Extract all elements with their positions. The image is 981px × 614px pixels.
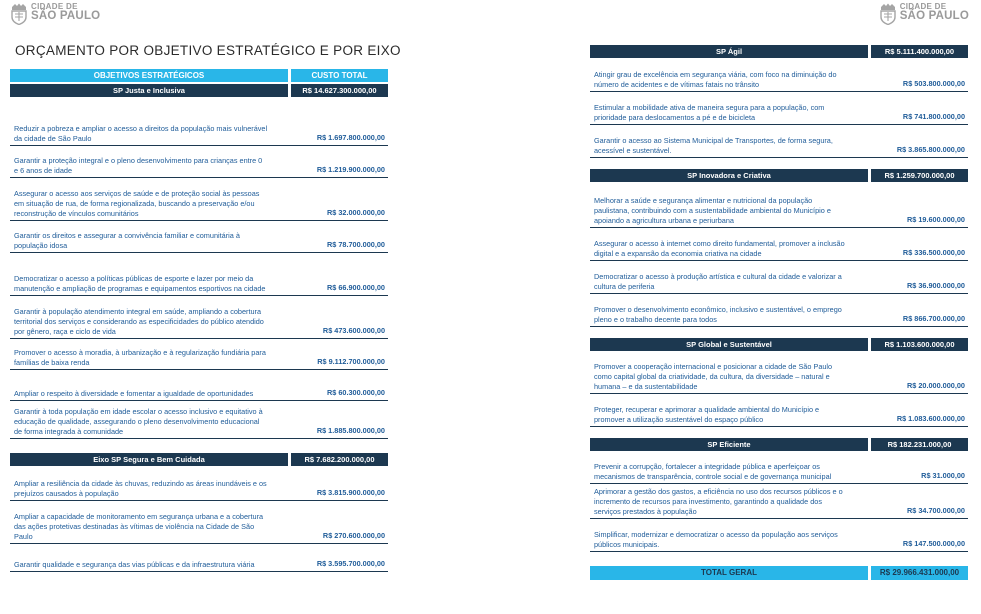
objective-text: Garantir à população atendimento integral em saúde, ampliando a cobertura territorial dos serviços e considerando as especificidades do público atendido por gênero, raça e ciclo de vida <box>14 307 264 336</box>
objective-text: Assegurar o acesso à internet como direito fundamental, promover a inclusão digital e a expansão da economia criativa na cidade <box>594 239 845 258</box>
objective-text: Assegurar o acesso aos serviços de saúde e de proteção social às pessoas em situação de rua, de forma regionalizada, buscando a preservação e/ou reconstrução de vínculos comunitários <box>14 189 260 218</box>
objective-row <box>590 394 968 427</box>
logo-line-2: SÃO PAULO <box>899 10 969 22</box>
objective-text: Proteger, recuperar e aprimorar a qualidade ambiental do Município e promover a utilização sustentável do espaço público <box>594 405 820 424</box>
objective-value: R$ 19.600.000,00 <box>906 215 965 224</box>
objective-text: Garantir a proteção integral e o pleno desenvolvimento para crianças entre 0 e 6 anos de idade <box>14 156 263 175</box>
objective-row <box>10 221 388 253</box>
objective-row <box>590 58 968 92</box>
section-header <box>10 453 388 466</box>
section-name: SP Eficiente <box>590 438 868 451</box>
objective-text: Ampliar a resiliência da cidade às chuvas, reduzindo as áreas inundáveis e os prejuízos causados à população <box>14 479 267 498</box>
objective-value: R$ 503.800.000,00 <box>902 79 965 88</box>
objective-text: Prevenir a corrupção, fortalecer a integridade pública e aperfeiçoar os mecanismos de transparência, controle social e de governança municipal <box>594 462 832 481</box>
objective-value: R$ 741.800.000,00 <box>902 112 965 121</box>
objective-text: Ampliar a capacidade de monitoramento em segurança urbana e a cobertura das ações protetivas destinadas às vítimas de violência na Cidade de São Paulo <box>14 512 264 541</box>
section-header <box>590 169 968 182</box>
objective-text: Aprimorar a gestão dos gastos, a eficiência no uso dos recursos públicos e o incremento de recursos para investimento, garantindo a qualidade dos serviços prestados à população <box>594 487 843 516</box>
objective-text: Ampliar o respeito à diversidade e fomentar a igualdade de oportunidades <box>14 389 254 398</box>
city-logo-right <box>879 3 969 25</box>
objective-value: R$ 34.700.000,00 <box>906 506 965 515</box>
objective-row <box>10 146 388 178</box>
objective-value: R$ 31.000,00 <box>921 471 965 480</box>
objective-text: Promover o desenvolvimento econômico, inclusivo e sustentável, o emprego pleno e o trabalho decente para todos <box>594 305 842 324</box>
objective-text: Estimular a mobilidade ativa de maneira segura para a população, com prioridade para deslocamentos a pé e de bicicleta <box>594 103 825 122</box>
objective-text: Atingir grau de excelência em segurança viária, com foco na diminuição do número de acidentes e de vítimas fatais no trânsito <box>594 70 837 89</box>
objective-value: R$ 1.697.800.000,00 <box>316 133 385 142</box>
objective-text: Garantir o acesso ao Sistema Municipal de Transportes, de forma segura, acessível e sustentável. <box>594 136 833 155</box>
left-column <box>10 69 388 572</box>
objective-value: R$ 336.500.000,00 <box>902 248 965 257</box>
objective-row <box>10 466 388 501</box>
objective-row <box>10 401 388 439</box>
objective-row <box>590 519 968 552</box>
header-objectives: OBJETIVOS ESTRATÉGICOS <box>10 69 288 82</box>
logo-line-2: SÃO PAULO <box>31 10 101 22</box>
objective-value: R$ 866.700.000,00 <box>902 314 965 323</box>
city-crest-icon <box>10 3 28 25</box>
objective-value: R$ 60.300.000,00 <box>326 388 385 397</box>
section-name: SP Ágil <box>590 45 868 58</box>
objective-value: R$ 78.700.000,00 <box>326 240 385 249</box>
objective-row <box>590 228 968 261</box>
objective-row <box>590 484 968 519</box>
objective-row <box>590 261 968 294</box>
section-name: Eixo SP Segura e Bem Cuidada <box>10 453 288 466</box>
objective-value: R$ 20.000.000,00 <box>906 381 965 390</box>
objective-value: R$ 1.083.600.000,00 <box>896 414 965 423</box>
section-header <box>590 338 968 351</box>
objective-row <box>10 544 388 572</box>
objective-text: Promover o acesso à moradia, à urbanização e à regularização fundiária para famílias de baixa renda <box>14 348 266 367</box>
objective-row <box>10 370 388 401</box>
objective-value: R$ 3.865.800.000,00 <box>896 145 965 154</box>
objective-text: Simplificar, modernizar e democratizar o acesso da população aos serviços públicos municipais. <box>594 530 838 549</box>
section-header <box>590 438 968 451</box>
objective-row <box>590 92 968 125</box>
objective-value: R$ 3.595.700.000,00 <box>316 559 385 568</box>
objective-row <box>590 125 968 158</box>
grand-total-label: TOTAL GERAL <box>590 566 868 580</box>
objective-text: Garantir os direitos e assegurar a convivência familiar e comunitária à população idosa <box>14 231 240 250</box>
objective-value: R$ 32.000.000,00 <box>326 208 385 217</box>
objective-row <box>10 253 388 296</box>
objective-row <box>10 501 388 544</box>
objective-value: R$ 66.900.000,00 <box>326 283 385 292</box>
logo-line-1: CIDADE DE <box>31 2 78 11</box>
objective-text: Garantir qualidade e segurança das vias públicas e da infraestrutura viária <box>14 560 255 569</box>
objective-row <box>590 451 968 484</box>
objective-value: R$ 1.885.800.000,00 <box>316 426 385 435</box>
logo-line-1: CIDADE DE <box>899 2 947 11</box>
objective-row <box>10 97 388 146</box>
objective-text: Melhorar a saúde e segurança alimentar e nutricional da população paulistana, contribuindo com a sustentabilidade ambiental do Município e apoiando a agricultura urbana e periurbana <box>594 196 831 225</box>
header-total-cost: CUSTO TOTAL <box>291 69 388 82</box>
objective-row <box>590 294 968 327</box>
right-sections <box>590 45 968 552</box>
objective-value: R$ 147.500.000,00 <box>902 539 965 548</box>
table-header <box>10 69 388 82</box>
objective-text: Garantir à toda população em idade escolar o acesso inclusivo e equitativo à educação de qualidade, assegurando o pleno desenvolvimento educacional de forma integrada à comunidade <box>14 407 263 436</box>
objective-row <box>590 351 968 394</box>
objective-value: R$ 9.112.700.000,00 <box>317 357 385 366</box>
section-name: SP Global e Sustentável <box>590 338 868 351</box>
objective-text: Democratizar o acesso a políticas públicas de esporte e lazer por meio da manutenção e ampliação de programas e equipamentos esportivos na cidade <box>14 274 266 293</box>
section-total: R$ 5.111.400.000,00 <box>871 45 968 58</box>
section-header <box>10 84 388 97</box>
right-column <box>590 45 968 580</box>
objective-text: Democratizar o acesso à produção artística e cultural da cidade e valorizar a cultura de periferia <box>594 272 842 291</box>
city-logo <box>10 3 100 25</box>
city-crest-icon <box>879 3 897 25</box>
objective-row <box>10 296 388 339</box>
section-name: SP Justa e Inclusiva <box>10 84 288 97</box>
section-total: R$ 1.103.600.000,00 <box>871 338 968 351</box>
section-total: R$ 182.231.000,00 <box>871 438 968 451</box>
section-name: SP Inovadora e Criativa <box>590 169 868 182</box>
objective-value: R$ 36.900.000,00 <box>906 281 965 290</box>
page-title: ORÇAMENTO POR OBJETIVO ESTRATÉGICO E POR EIXO <box>15 43 401 58</box>
objective-value: R$ 270.600.000,00 <box>322 531 385 540</box>
objective-row <box>10 339 388 370</box>
objective-row <box>10 178 388 221</box>
grand-total-value: R$ 29.966.431.000,00 <box>871 566 968 580</box>
objective-value: R$ 473.600.000,00 <box>322 326 385 335</box>
objective-row <box>590 182 968 228</box>
objective-value: R$ 1.219.900.000,00 <box>316 165 385 174</box>
section-total: R$ 14.627.300.000,00 <box>291 84 388 97</box>
objective-value: R$ 3.815.900.000,00 <box>316 488 385 497</box>
section-header <box>590 45 968 58</box>
section-total: R$ 7.682.200.000,00 <box>291 453 388 466</box>
objective-text: Promover a cooperação internacional e posicionar a cidade de São Paulo como capital global da criatividade, da cultura, da diversidade – natural e humana – e da sustentabilidade <box>594 362 833 391</box>
left-sections <box>10 84 388 572</box>
objective-text: Reduzir a pobreza e ampliar o acesso a direitos da população mais vulnerável da cidade de São Paulo <box>14 124 268 143</box>
grand-total-row <box>590 566 968 580</box>
section-total: R$ 1.259.700.000,00 <box>871 169 968 182</box>
